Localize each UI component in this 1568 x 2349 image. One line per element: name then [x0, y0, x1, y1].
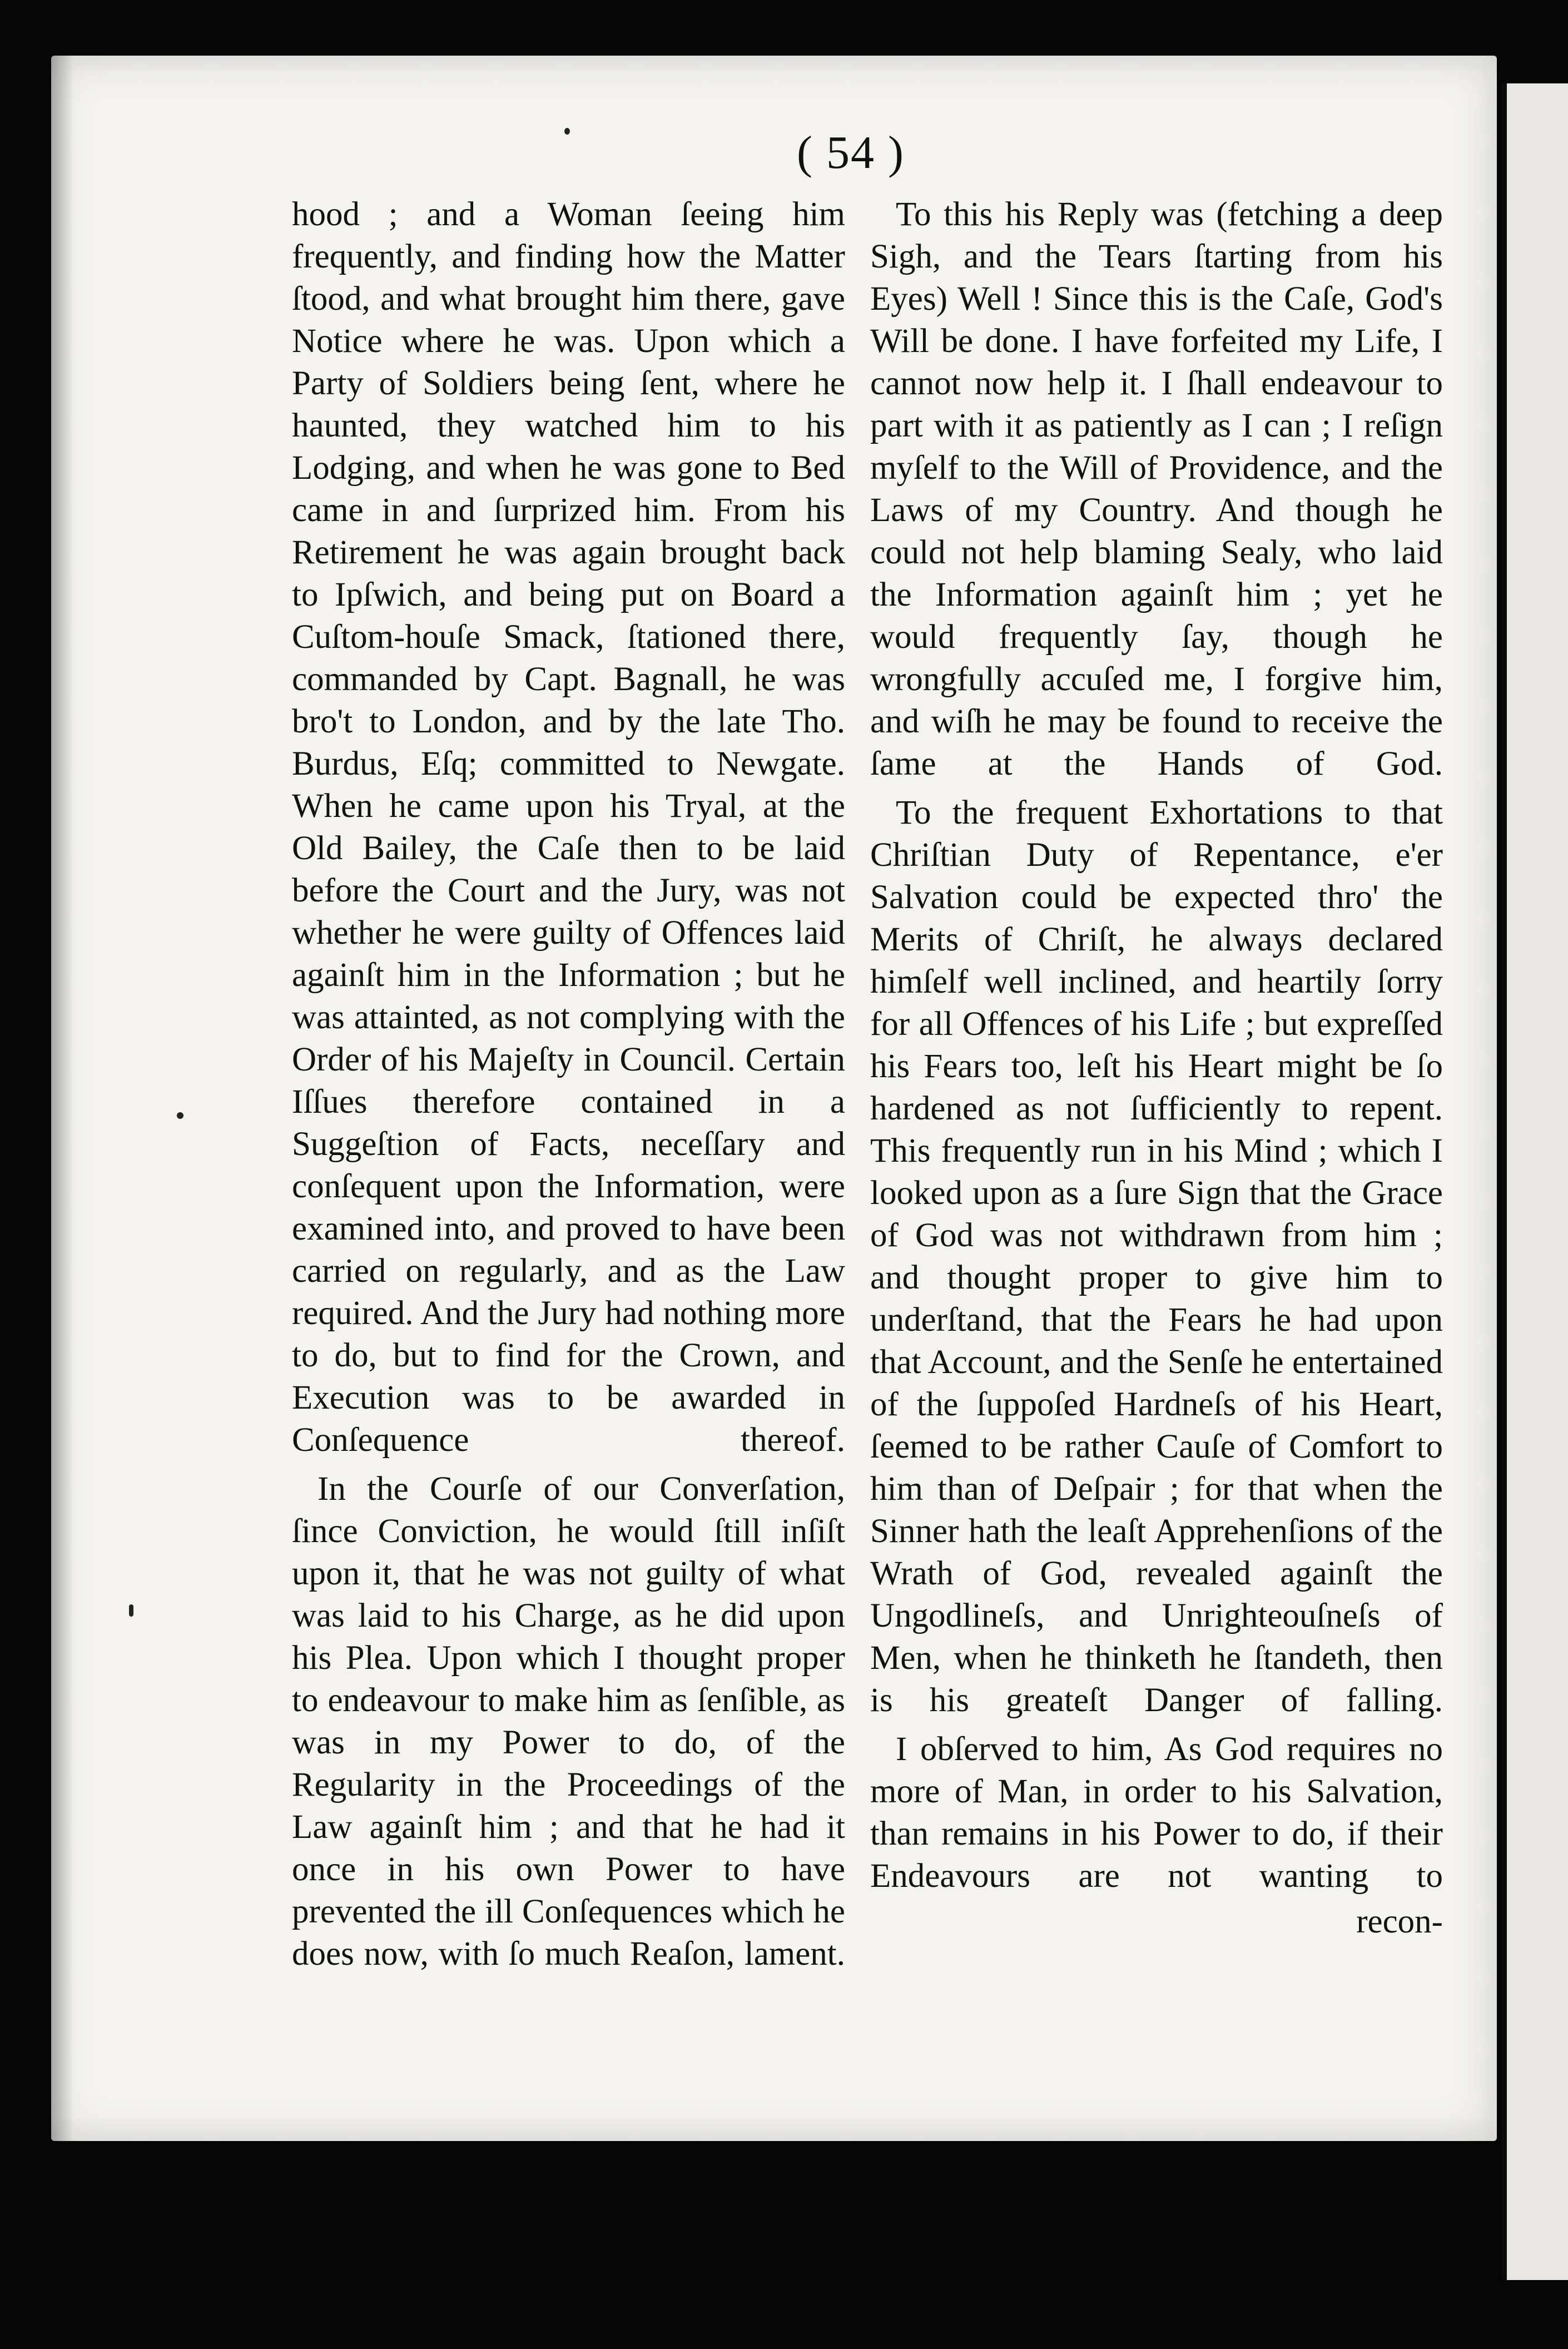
paragraph: hood ; and a Woman ſeeing him frequently, and finding how the Matter ſtood, and what brought him there, gave Notice where he was. Upon which a Party of Soldiers being ſent, where he haunted, they watched him to his Lodging, and when he was gone to Bed came in and ſurprized him. From his Retirement he was again brought back to Ipſwich, and being put on Board a Cuſtom-houſe Smack, ſtationed there, commanded by Capt. Bagnall, he was bro't to London, and by the late Tho. Burdus, Eſq; committed to Newgate. When he came upon his Tryal, at the Old Bailey, the Caſe then to be laid before the Court and the Jury, was not whether he were guilty of Offences laid againſt him in the Information ; but he was attainted, as not complying with the Order of his Majeſty in Council. Certain Iſſues therefore contained in a Suggeſtion of Facts, neceſſary and conſequent upon the Information, were examined into, and proved to have been carried on regularly, and as the Law required. And the Jury had nothing more to do, but to find for the Crown, and Execution was to be awarded in Conſequence thereof. — [292, 196, 845, 1459]
catchword: recon- — [1356, 1903, 1443, 1940]
ink-speck — [177, 1112, 183, 1119]
paragraph: I obſerved to him, As God requires no more of Man, in order to his Salvation, than remains in his Power to do, if their Endeavours are not wanting to — [870, 1731, 1443, 1895]
paragraph: In the Courſe of our Converſation, ſince Conviction, he would ſtill inſiſt upon it, that he was not guilty of what was laid to his Charge, as he did upon his Plea. Upon which I thought proper to endeavour to make him as ſenſible, as was in my Power to do, of the Regularity in the Proceedings of the Law againſt him ; and that he had it once in his own Power to have prevented the ill Conſequences which he does now, with ſo much Reaſon, lament. — [292, 1470, 845, 1973]
left-text-column — [292, 194, 845, 1975]
page-number: ( 54 ) — [797, 127, 905, 179]
right-text-column — [870, 194, 1443, 1943]
paragraph: To this his Reply was (fetching a deep Sigh, and the Tears ſtarting from his Eyes) Well ! Since this is the Caſe, God's Will be done. I have forfeited my Life, I cannot now help it. I ſhall endeavour to part with it as patiently as I can ; I reſign myſelf to the Will of Providence, and the Laws of my Country. And though he could not help blaming Sealy, who laid the Information againſt him ; yet he would frequently ſay, though he wrongfully accuſed me, I forgive him, and wiſh he may be found to receive the ſame at the Hands of God. — [870, 196, 1443, 782]
paragraph: To the frequent Exhortations to that Chriſtian Duty of Repentance, e'er Salvation could be expected thro' the Merits of Chriſt, he always declared himſelf well inclined, and heartily ſorry for all Offences of his Life ; but expreſſed his Fears too, leſt his Heart might be ſo hardened as not ſufficiently to repent. This frequently run in his Mind ; which I looked upon as a ſure Sign that the Grace of God was not withdrawn from him ; and thought proper to give him to underſtand, that the Fears he had upon that Account, and the Senſe he entertained of the ſuppoſed Hardneſs of his Heart, ſeemed to be rather Cauſe of Comfort to him than of Deſpair ; for that when the Sinner hath the leaſt Apprehenſions of the Wrath of God, revealed againſt the Ungodlineſs, and Unrighteouſneſs of Men, when he thinketh he ſtandeth, then is his greateſt Danger of falling. — [870, 794, 1443, 1719]
adjacent-page-edge — [1501, 83, 1568, 2280]
ink-speck — [129, 1604, 133, 1617]
ink-speck — [564, 128, 570, 135]
